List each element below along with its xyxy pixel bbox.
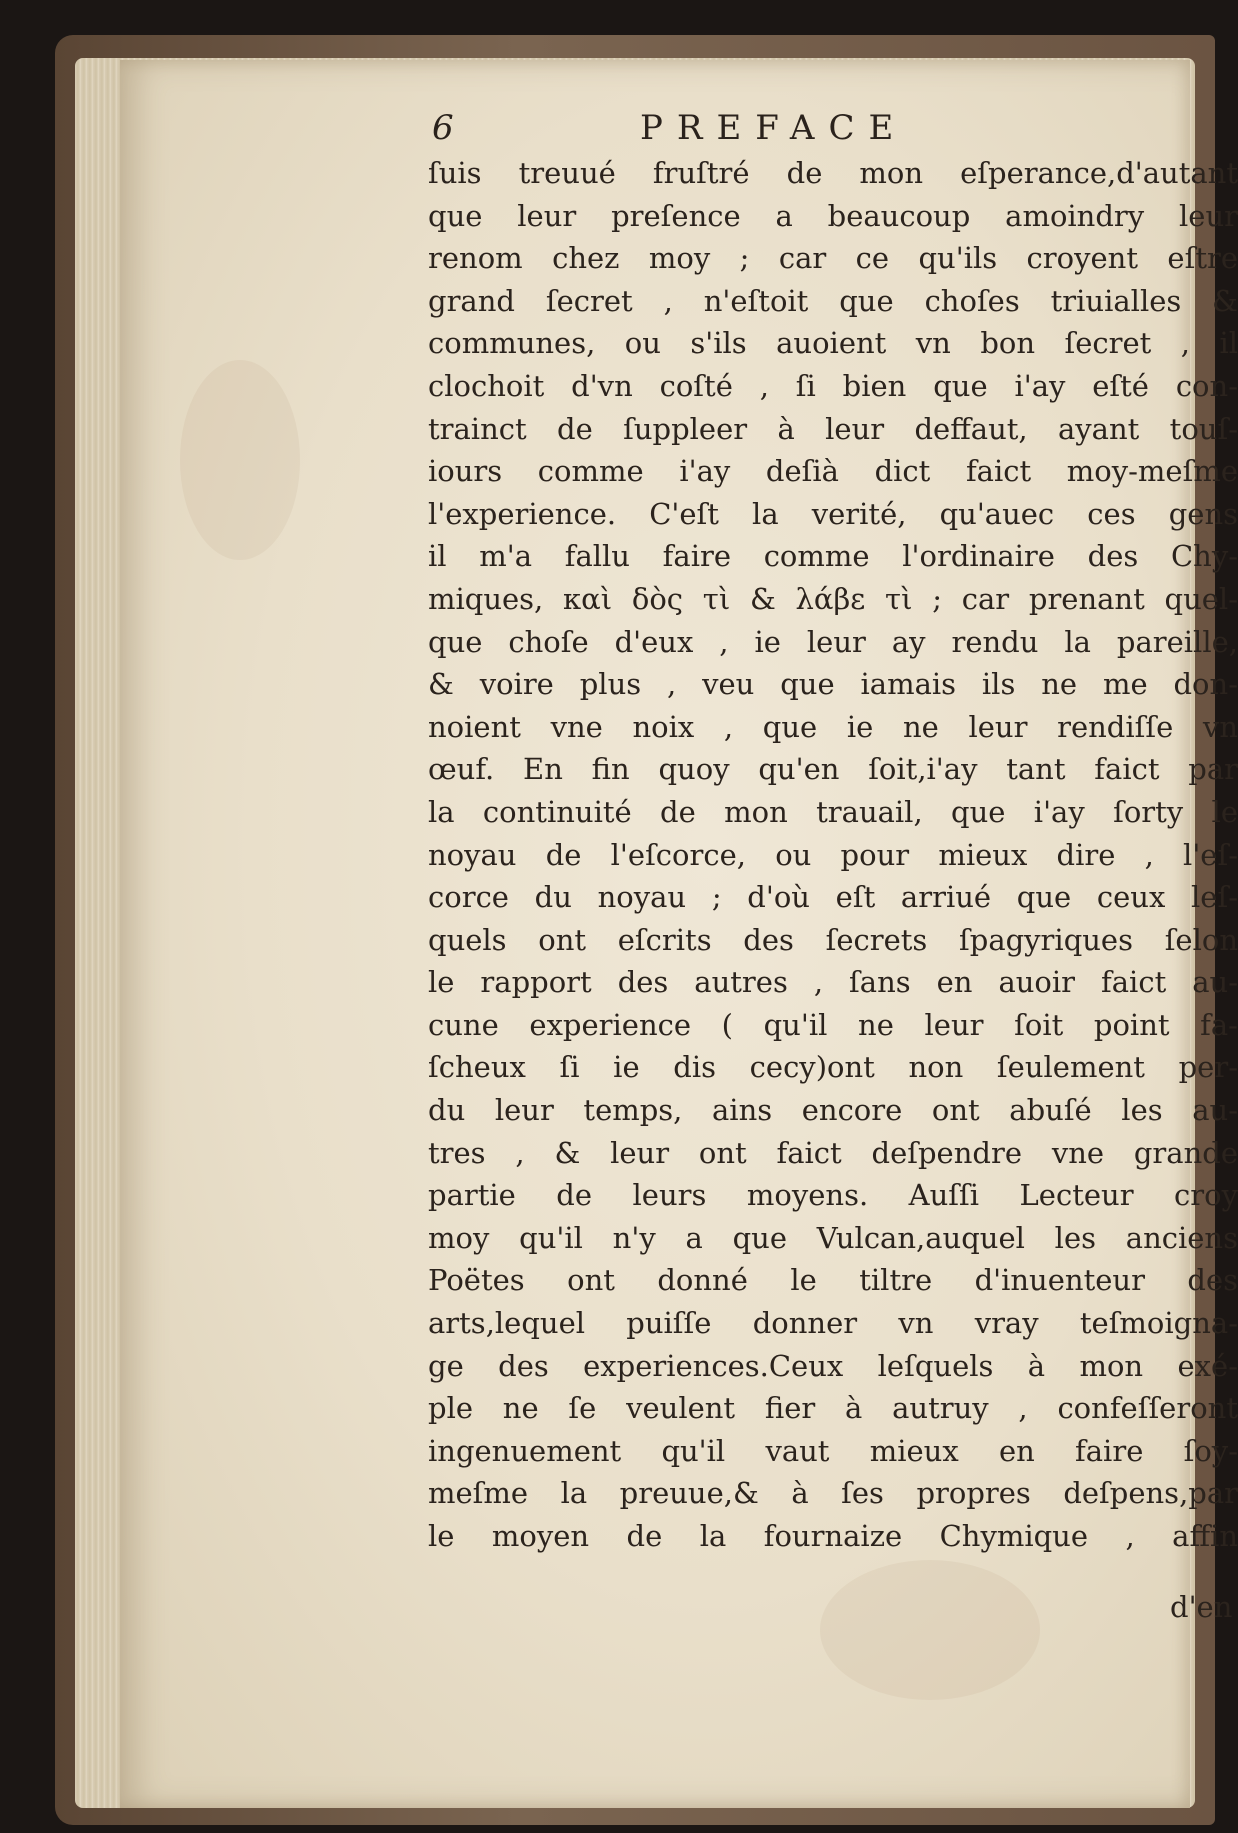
- book-page: [120, 60, 1238, 1808]
- running-head-title: PREFACE: [640, 108, 908, 148]
- paper-stain: [180, 360, 300, 560]
- text-line: tres , & leur ont faict deſpendre vne grande: [428, 1135, 1238, 1170]
- text-line: miques, καὶ δὸς τὶ & λάβε τὶ ; car prenant quel-: [428, 581, 1238, 616]
- text-line: la continuité de mon trauail, que i'ay ſorty le: [428, 794, 1238, 829]
- text-line: & voire plus , veu que iamais ils ne me don-: [428, 667, 1238, 702]
- text-line: cune experience ( qu'il ne leur ſoit point fa-: [428, 1007, 1238, 1042]
- text-line: grand ſecret , n'eſtoit que choſes triuialles &: [428, 283, 1238, 318]
- paper-stain: [820, 1560, 1040, 1700]
- running-head: [120, 108, 1190, 158]
- text-line: œuf. En fin quoy qu'en ſoit,i'ay tant faict par: [428, 752, 1238, 787]
- text-line: il m'a fallu faire comme l'ordinaire des Chy-: [428, 539, 1238, 574]
- text-line: que leur preſence a beaucoup amoindry leur: [428, 198, 1238, 233]
- text-line: corce du noyau ; d'où eſt arriué que ceux leſ-: [428, 880, 1238, 915]
- text-line: noient vne noix , que ie ne leur rendiſſe vn: [428, 709, 1238, 744]
- text-line: iours comme i'ay deſià dict faict moy-meſme: [428, 454, 1238, 489]
- text-line: ge des experiences.Ceux leſquels à mon exé-: [428, 1348, 1238, 1383]
- text-line: trainct de ſuppleer à leur deffaut, ayant touſ-: [428, 411, 1238, 446]
- text-line: meſme la preuue,& à ſes propres deſpens,par: [428, 1476, 1238, 1511]
- text-line: Poëtes ont donné le tiltre d'inuenteur des: [428, 1263, 1238, 1298]
- text-line: ſuis treuué fruſtré de mon eſperance,d'autant: [428, 156, 1238, 190]
- text-line: communes, ou s'ils auoient vn bon ſecret , il: [428, 326, 1238, 361]
- text-line: ingenuement qu'il vaut mieux en faire ſoy-: [428, 1433, 1238, 1468]
- text-line: l'experience. C'eſt la verité, qu'auec ces gens: [428, 496, 1238, 531]
- text-line: renom chez moy ; car ce qu'ils croyent eſtre: [428, 241, 1238, 276]
- text-line: quels ont eſcrits des ſecrets ſpagyriques ſelon: [428, 922, 1238, 957]
- text-line: moy qu'il n'y a que Vulcan,auquel les anciens: [428, 1220, 1238, 1255]
- text-line: ple ne ſe veulent fier à autruy , confeſſeront: [428, 1391, 1238, 1426]
- page-number: 6: [432, 108, 454, 148]
- text-line: du leur temps, ains encore ont abuſé les au-: [428, 1093, 1238, 1128]
- text-line: ſcheux ſi ie dis cecy)ont non ſeulement per-: [428, 1050, 1238, 1085]
- text-line: noyau de l'eſcorce, ou pour mieux dire , l'eſ-: [428, 837, 1238, 872]
- text-line: que choſe d'eux , ie leur ay rendu la pareille,: [428, 624, 1238, 659]
- catchword: d'en: [1170, 1590, 1233, 1624]
- text-line: arts,lequel puiſſe donner vn vray teſmoigna-: [428, 1306, 1238, 1341]
- body-text: [428, 152, 1238, 1558]
- text-line: partie de leurs moyens. Auſſi Lecteur croy: [428, 1178, 1238, 1213]
- text-line: le moyen de la fournaize Chymique , affin: [428, 1519, 1238, 1553]
- text-line: le rapport des autres , ſans en auoir faict au-: [428, 965, 1238, 1000]
- text-line: clochoit d'vn coſté , ſi bien que i'ay eſté con-: [428, 368, 1238, 403]
